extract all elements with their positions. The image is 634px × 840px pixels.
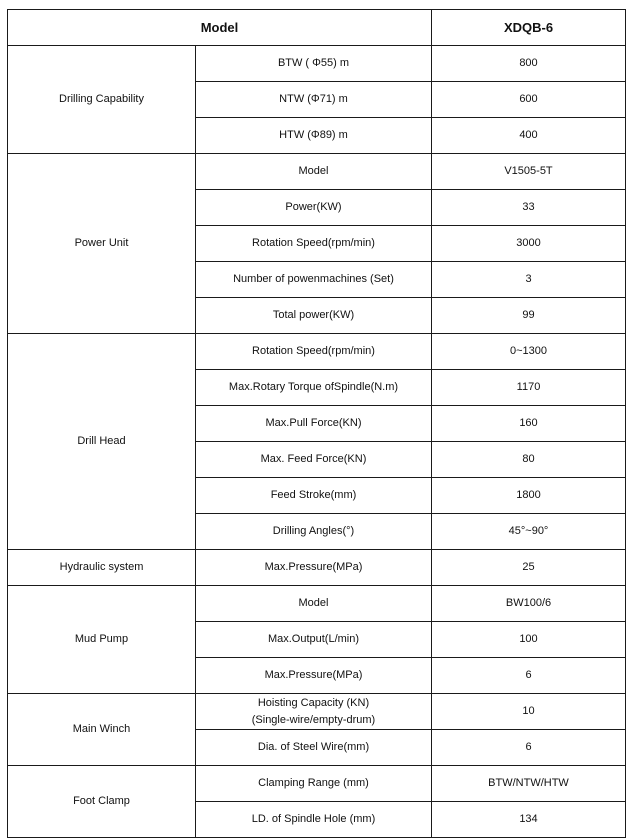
param-cell: Rotation Speed(rpm/min) — [196, 334, 432, 370]
param-cell: NTW (Φ71) m — [196, 82, 432, 118]
param-cell: Max.Pressure(MPa) — [196, 658, 432, 694]
param-cell: Max.Pressure(MPa) — [196, 550, 432, 586]
value-cell: 3 — [432, 262, 626, 298]
table-row — [8, 334, 626, 370]
param-cell — [196, 694, 432, 730]
value-cell: 80 — [432, 442, 626, 478]
value-cell: 99 — [432, 298, 626, 334]
header-model-label: Model — [8, 10, 432, 46]
table-row — [8, 154, 626, 190]
param-line-2: (Single-wire/empty-drum) — [251, 713, 376, 726]
table-row — [8, 694, 626, 730]
value-cell: BTW/NTW/HTW — [432, 766, 626, 802]
param-cell: Model — [196, 586, 432, 622]
value-cell: 160 — [432, 406, 626, 442]
group-label: Power Unit — [8, 154, 196, 334]
value-cell: 1800 — [432, 478, 626, 514]
group-label: Drill Head — [8, 334, 196, 550]
param-cell: Power(KW) — [196, 190, 432, 226]
value-cell: 0~1300 — [432, 334, 626, 370]
group-label: Foot Clamp — [8, 766, 196, 838]
spec-table — [7, 9, 626, 838]
group-label: Main Winch — [8, 694, 196, 766]
param-cell: Max. Feed Force(KN) — [196, 442, 432, 478]
param-cell: Total power(KW) — [196, 298, 432, 334]
value-cell: 6 — [432, 658, 626, 694]
param-cell: Dia. of Steel Wire(mm) — [196, 730, 432, 766]
group-label: Hydraulic system — [8, 550, 196, 586]
value-cell: 1170 — [432, 370, 626, 406]
value-cell: V1505-5T — [432, 154, 626, 190]
table-row — [8, 586, 626, 622]
param-cell: LD. of Spindle Hole (mm) — [196, 802, 432, 838]
value-cell: 600 — [432, 82, 626, 118]
param-cell: BTW ( Φ55) m — [196, 46, 432, 82]
header-row — [8, 10, 626, 46]
value-cell: 3000 — [432, 226, 626, 262]
value-cell: 800 — [432, 46, 626, 82]
param-cell: Number of powenmachines (Set) — [196, 262, 432, 298]
group-label: Mud Pump — [8, 586, 196, 694]
table-row — [8, 46, 626, 82]
param-cell: Clamping Range (mm) — [196, 766, 432, 802]
value-cell: 45°~90° — [432, 514, 626, 550]
param-cell: Feed Stroke(mm) — [196, 478, 432, 514]
header-model-value: XDQB-6 — [432, 10, 626, 46]
value-cell: 33 — [432, 190, 626, 226]
value-cell: BW100/6 — [432, 586, 626, 622]
param-cell: Max.Pull Force(KN) — [196, 406, 432, 442]
group-label: Drilling Capability — [8, 46, 196, 154]
param-cell: Max.Output(L/min) — [196, 622, 432, 658]
value-cell: 6 — [432, 730, 626, 766]
param-cell: Model — [196, 154, 432, 190]
param-cell: HTW (Φ89) m — [196, 118, 432, 154]
value-cell: 134 — [432, 802, 626, 838]
value-cell: 400 — [432, 118, 626, 154]
param-cell: Drilling Angles(°) — [196, 514, 432, 550]
param-cell: Rotation Speed(rpm/min) — [196, 226, 432, 262]
param-line-1: Hoisting Capacity (KN) — [257, 696, 370, 709]
value-cell: 100 — [432, 622, 626, 658]
param-cell: Max.Rotary Torque ofSpindle(N.m) — [196, 370, 432, 406]
value-cell: 10 — [432, 694, 626, 730]
table-row — [8, 766, 626, 802]
table-row — [8, 550, 626, 586]
value-cell: 25 — [432, 550, 626, 586]
